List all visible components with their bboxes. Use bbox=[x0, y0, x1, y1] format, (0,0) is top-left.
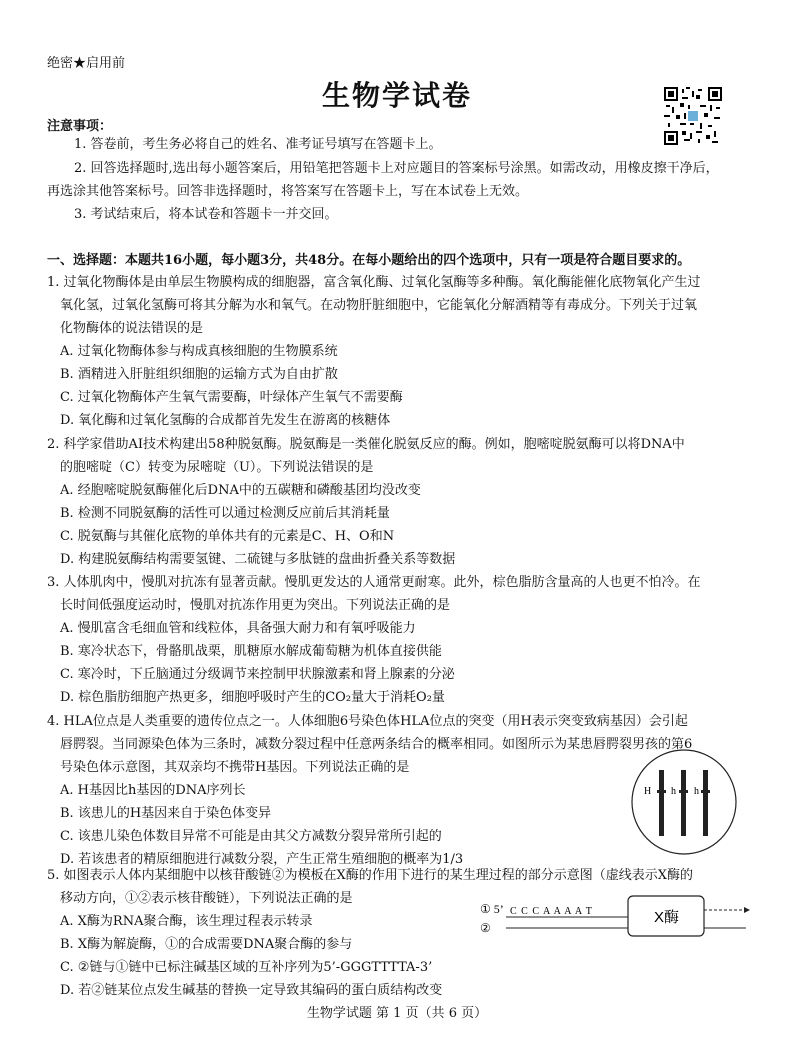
page-title: 生物学试卷 bbox=[321, 79, 472, 112]
question-4-option-b: B. 该患儿的H基因来自于染色体变异 bbox=[60, 806, 272, 821]
question-5-stem: 5. 如图表示人体内某细胞中以核苷酸链②为模板在X酶的作用下进行的某生理过程的部分示意图（虚线表示X酶的 bbox=[47, 868, 694, 883]
strand-1-label: ① 5’ bbox=[480, 902, 504, 916]
question-1-option-d: D. 氧化酶和过氧化氢酶的合成都首先发生在游离的核糖体 bbox=[60, 413, 391, 428]
question-1-stem: 化物酶体的说法错误的是 bbox=[60, 321, 204, 336]
question-1-option-a: A. 过氧化物酶体参与构成真核细胞的生物膜系统 bbox=[60, 344, 338, 359]
chromosome-figure bbox=[630, 748, 738, 856]
question-5-option-a: A. X酶为RNA聚合酶，该生理过程表示转录 bbox=[60, 914, 313, 929]
question-4-option-d: D. 若该患者的精原细胞进行减数分裂，产生正常生殖细胞的概率为1/3 bbox=[60, 852, 464, 867]
question-1-option-c: C. 过氧化物酶体产生氧气需要酶，叶绿体产生氧气不需要酶 bbox=[60, 390, 403, 405]
notice-heading: 注意事项： bbox=[47, 119, 113, 134]
question-5-stem: 移动方向，①②表示核苷酸链），下列说法正确的是 bbox=[60, 891, 353, 906]
question-1-stem: 1. 过氧化物酶体是由单层生物膜构成的细胞器，富含氧化酶、过氧化氢酶等多种酶。氧化酶能催化底物氧化产生过 bbox=[47, 275, 701, 290]
gene-locus bbox=[657, 790, 666, 793]
transcription-figure bbox=[476, 886, 752, 946]
question-5-option-b: B. X酶为解旋酶，①的合成需要DNA聚合酶的参与 bbox=[60, 937, 353, 952]
notice-item: 1. 答卷前，考生务必将自己的姓名、准考证号填写在答题卡上。 bbox=[74, 137, 442, 152]
arrow-head bbox=[744, 907, 750, 913]
strand-2-label: ② bbox=[480, 921, 491, 935]
qr-code-icon bbox=[664, 87, 722, 145]
base-sequence: C C C A A A A T bbox=[510, 906, 593, 917]
question-5-option-d: D. 若②链某位点发生碱基的替换一定导致其编码的蛋白质结构改变 bbox=[60, 983, 443, 998]
page-footer: 生物学试题 第 1 页（共 6 页） bbox=[306, 1006, 488, 1021]
chromosome bbox=[703, 770, 708, 836]
gene-label-h-upper: H bbox=[644, 786, 652, 797]
notice-item: 3. 考试结束后，将本试卷和答题卡一并交回。 bbox=[74, 207, 338, 222]
notice-item: 2. 回答选择题时,选出每小题答案后，用铅笔把答题卡上对应题目的答案标号涂黑。如需改动，用橡皮擦干净后， bbox=[74, 161, 719, 176]
x-enzyme-label: X酶 bbox=[654, 909, 680, 926]
question-2-stem: 2. 科学家借助AI技术构建出58种脱氨酶。脱氨酶是一类催化脱氨反应的酶。例如，胞嘧啶脱氨酶可以将DNA中 bbox=[47, 437, 685, 452]
question-3-option-a: A. 慢肌富含毛细血管和线粒体，具备强大耐力和有氧呼吸能力 bbox=[60, 621, 416, 636]
question-1-option-b: B. 酒精进入肝脏组织细胞的运输方式为自由扩散 bbox=[60, 367, 338, 382]
gene-label-h-lower: h bbox=[694, 786, 699, 797]
question-3-option-b: B. 寒冷状态下，骨骼肌战栗，肌糖原水解成葡萄糖为机体直接供能 bbox=[60, 644, 442, 659]
question-2-option-b: B. 检测不同脱氨酶的活性可以通过检测反应前后其消耗量 bbox=[60, 506, 390, 521]
chromosome bbox=[659, 770, 664, 836]
question-2-stem: 的胞嘧啶（C）转变为尿嘧啶（U）。下列说法错误的是 bbox=[60, 460, 374, 475]
question-2-option-c: C. 脱氨酶与其催化底物的单体共有的元素是C、H、O和N bbox=[60, 529, 395, 544]
gene-label-h-lower: h bbox=[671, 786, 676, 797]
question-4-option-c: C. 该患儿染色体数目异常不可能是由其父方减数分裂异常所引起的 bbox=[60, 829, 442, 844]
question-3-stem: 3. 人体肌肉中，慢肌对抗冻有显著贡献。慢肌更发达的人通常更耐寒。此外，棕色脂肪含量高的人也更不怕冷。在 bbox=[47, 575, 701, 590]
question-3-stem: 长时间低强度运动时，慢肌对抗冻作用更为突出。下列说法正确的是 bbox=[60, 598, 451, 613]
question-4-stem: 4. HLA位点是人类重要的遗传位点之一。人体细胞6号染色体HLA位点的突变（用H表示突变致病基因）会引起 bbox=[47, 714, 688, 729]
question-4-stem: 唇腭裂。当同源染色体为三条时，减数分裂过程中任意两条结合的概率相同。如图所示为某患唇腭裂男孩的第6 bbox=[60, 737, 693, 752]
question-4-stem: 号染色体示意图，其双亲均不携带H基因。下列说法正确的是 bbox=[60, 760, 410, 775]
question-4-option-a: A. H基因比h基因的DNA序列长 bbox=[60, 783, 246, 798]
question-5-option-c: C. ②链与①链中已标注碱基区域的互补序列为5’-GGGTTTTA-3’ bbox=[60, 960, 433, 975]
notice-item: 再选涂其他答案标号。回答非选择题时，将答案写在答题卡上，写在本试卷上无效。 bbox=[47, 184, 529, 199]
question-3-option-c: C. 寒冷时，下丘脑通过分级调节来控制甲状腺激素和肾上腺素的分泌 bbox=[60, 667, 455, 682]
gene-locus bbox=[701, 790, 710, 793]
question-2-option-d: D. 构建脱氨酶结构需要氢键、二硫键与多肽链的盘曲折叠关系等数据 bbox=[60, 552, 456, 567]
section-heading: 一、选择题：本题共16小题，每小题3分，共48分。在每小题给出的四个选项中，只有一项是符合题目要求的。 bbox=[47, 253, 691, 268]
chromosome bbox=[681, 770, 686, 836]
gene-locus bbox=[679, 790, 688, 793]
question-1-stem: 氧化氢，过氧化氢酶可将其分解为水和氧气。在动物肝脏细胞中，它能氧化分解酒精等有毒成分。下列关于过氧 bbox=[60, 298, 698, 313]
confidential-mark: 绝密★启用前 bbox=[47, 56, 126, 71]
question-2-option-a: A. 经胞嘧啶脱氨酶催化后DNA中的五碳糖和磷酸基团均没改变 bbox=[60, 483, 421, 498]
question-3-option-d: D. 棕色脂肪细胞产热更多，细胞呼吸时产生的CO₂量大于消耗O₂量 bbox=[60, 690, 445, 705]
